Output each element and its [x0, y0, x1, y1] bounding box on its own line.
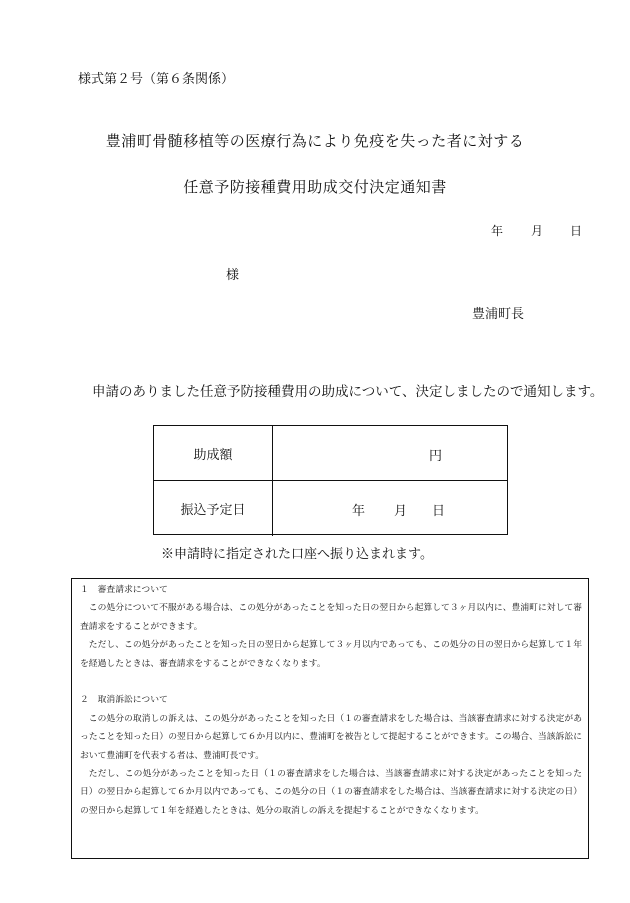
section1-paragraph2: ただし、この処分があったことを知った日の翌日から起算して３ヶ月以内であっても、この処分の日の翌日から起算して１年を経過したときは、審査請求をすることができなくなります。 — [80, 640, 582, 669]
issuer-name: 豊浦町長 — [472, 307, 525, 322]
recipient-suffix: 様 — [226, 268, 240, 283]
appeal-notice-box — [71, 578, 589, 859]
transfer-date-value-cell — [274, 481, 507, 536]
section1-paragraph1: この処分について不服がある場合は、この処分があったことを知った日の翌日から起算して３ヶ月以内に、豊浦町に対して審査請求をすることができます。 — [80, 603, 582, 632]
amount-label: 助成額 — [154, 426, 273, 480]
transfer-month: 月 — [394, 504, 408, 519]
transfer-year: 年 — [352, 504, 366, 519]
notice-sentence: 申請のありました任意予防接種費用の助成について、決定しましたので通知します。 — [92, 384, 604, 400]
document-title-line1: 豊浦町骨髄移植等の医療行為により免疫を失った者に対する — [105, 132, 525, 150]
section2-heading: ２ 取消訴訟について — [80, 695, 168, 706]
amount-row — [154, 426, 507, 481]
document-title-line2: 任意予防接種費用助成交付決定通知書 — [183, 178, 447, 196]
date-month: 月 — [531, 224, 544, 238]
transfer-date-row — [154, 481, 507, 536]
amount-value-cell — [274, 426, 507, 480]
date-day: 日 — [570, 224, 583, 238]
date-year: 年 — [491, 224, 504, 238]
section2-paragraph2: ただし、この処分があったことを知った日（１の審査請求をした場合は、当該審査請求に対する決定があったことを知った日）の翌日から起算して６か月以内であっても、この処分の日（１の審査請求をした場合は、当該審査請求に対する決定の日）の翌日から起算して１年を経過したときは、処分の取消しの訴えを提起することができなくなります。 — [80, 769, 582, 816]
section-spacer — [80, 673, 582, 691]
transfer-day: 日 — [432, 504, 446, 519]
section1-heading: １ 審査請求について — [80, 585, 168, 595]
grant-table — [153, 425, 508, 535]
transfer-note: ※申請時に指定された口座へ振り込まれます。 — [161, 547, 433, 562]
transfer-date-label: 振込予定日 — [154, 481, 273, 536]
section2-paragraph1: この処分の取消しの訴えは、この処分があったことを知った日（１の審査請求をした場合は、当該審査請求に対する決定があったことを知った日）の翌日から起算して６か月以内に、豊浦町を被告として提起することができます。この場合、当該訴訟において豊浦町を代表する者は、豊浦町長です。 — [80, 713, 582, 761]
form-number: 様式第２号（第６条関係） — [78, 72, 235, 87]
amount-unit: 円 — [429, 449, 443, 464]
